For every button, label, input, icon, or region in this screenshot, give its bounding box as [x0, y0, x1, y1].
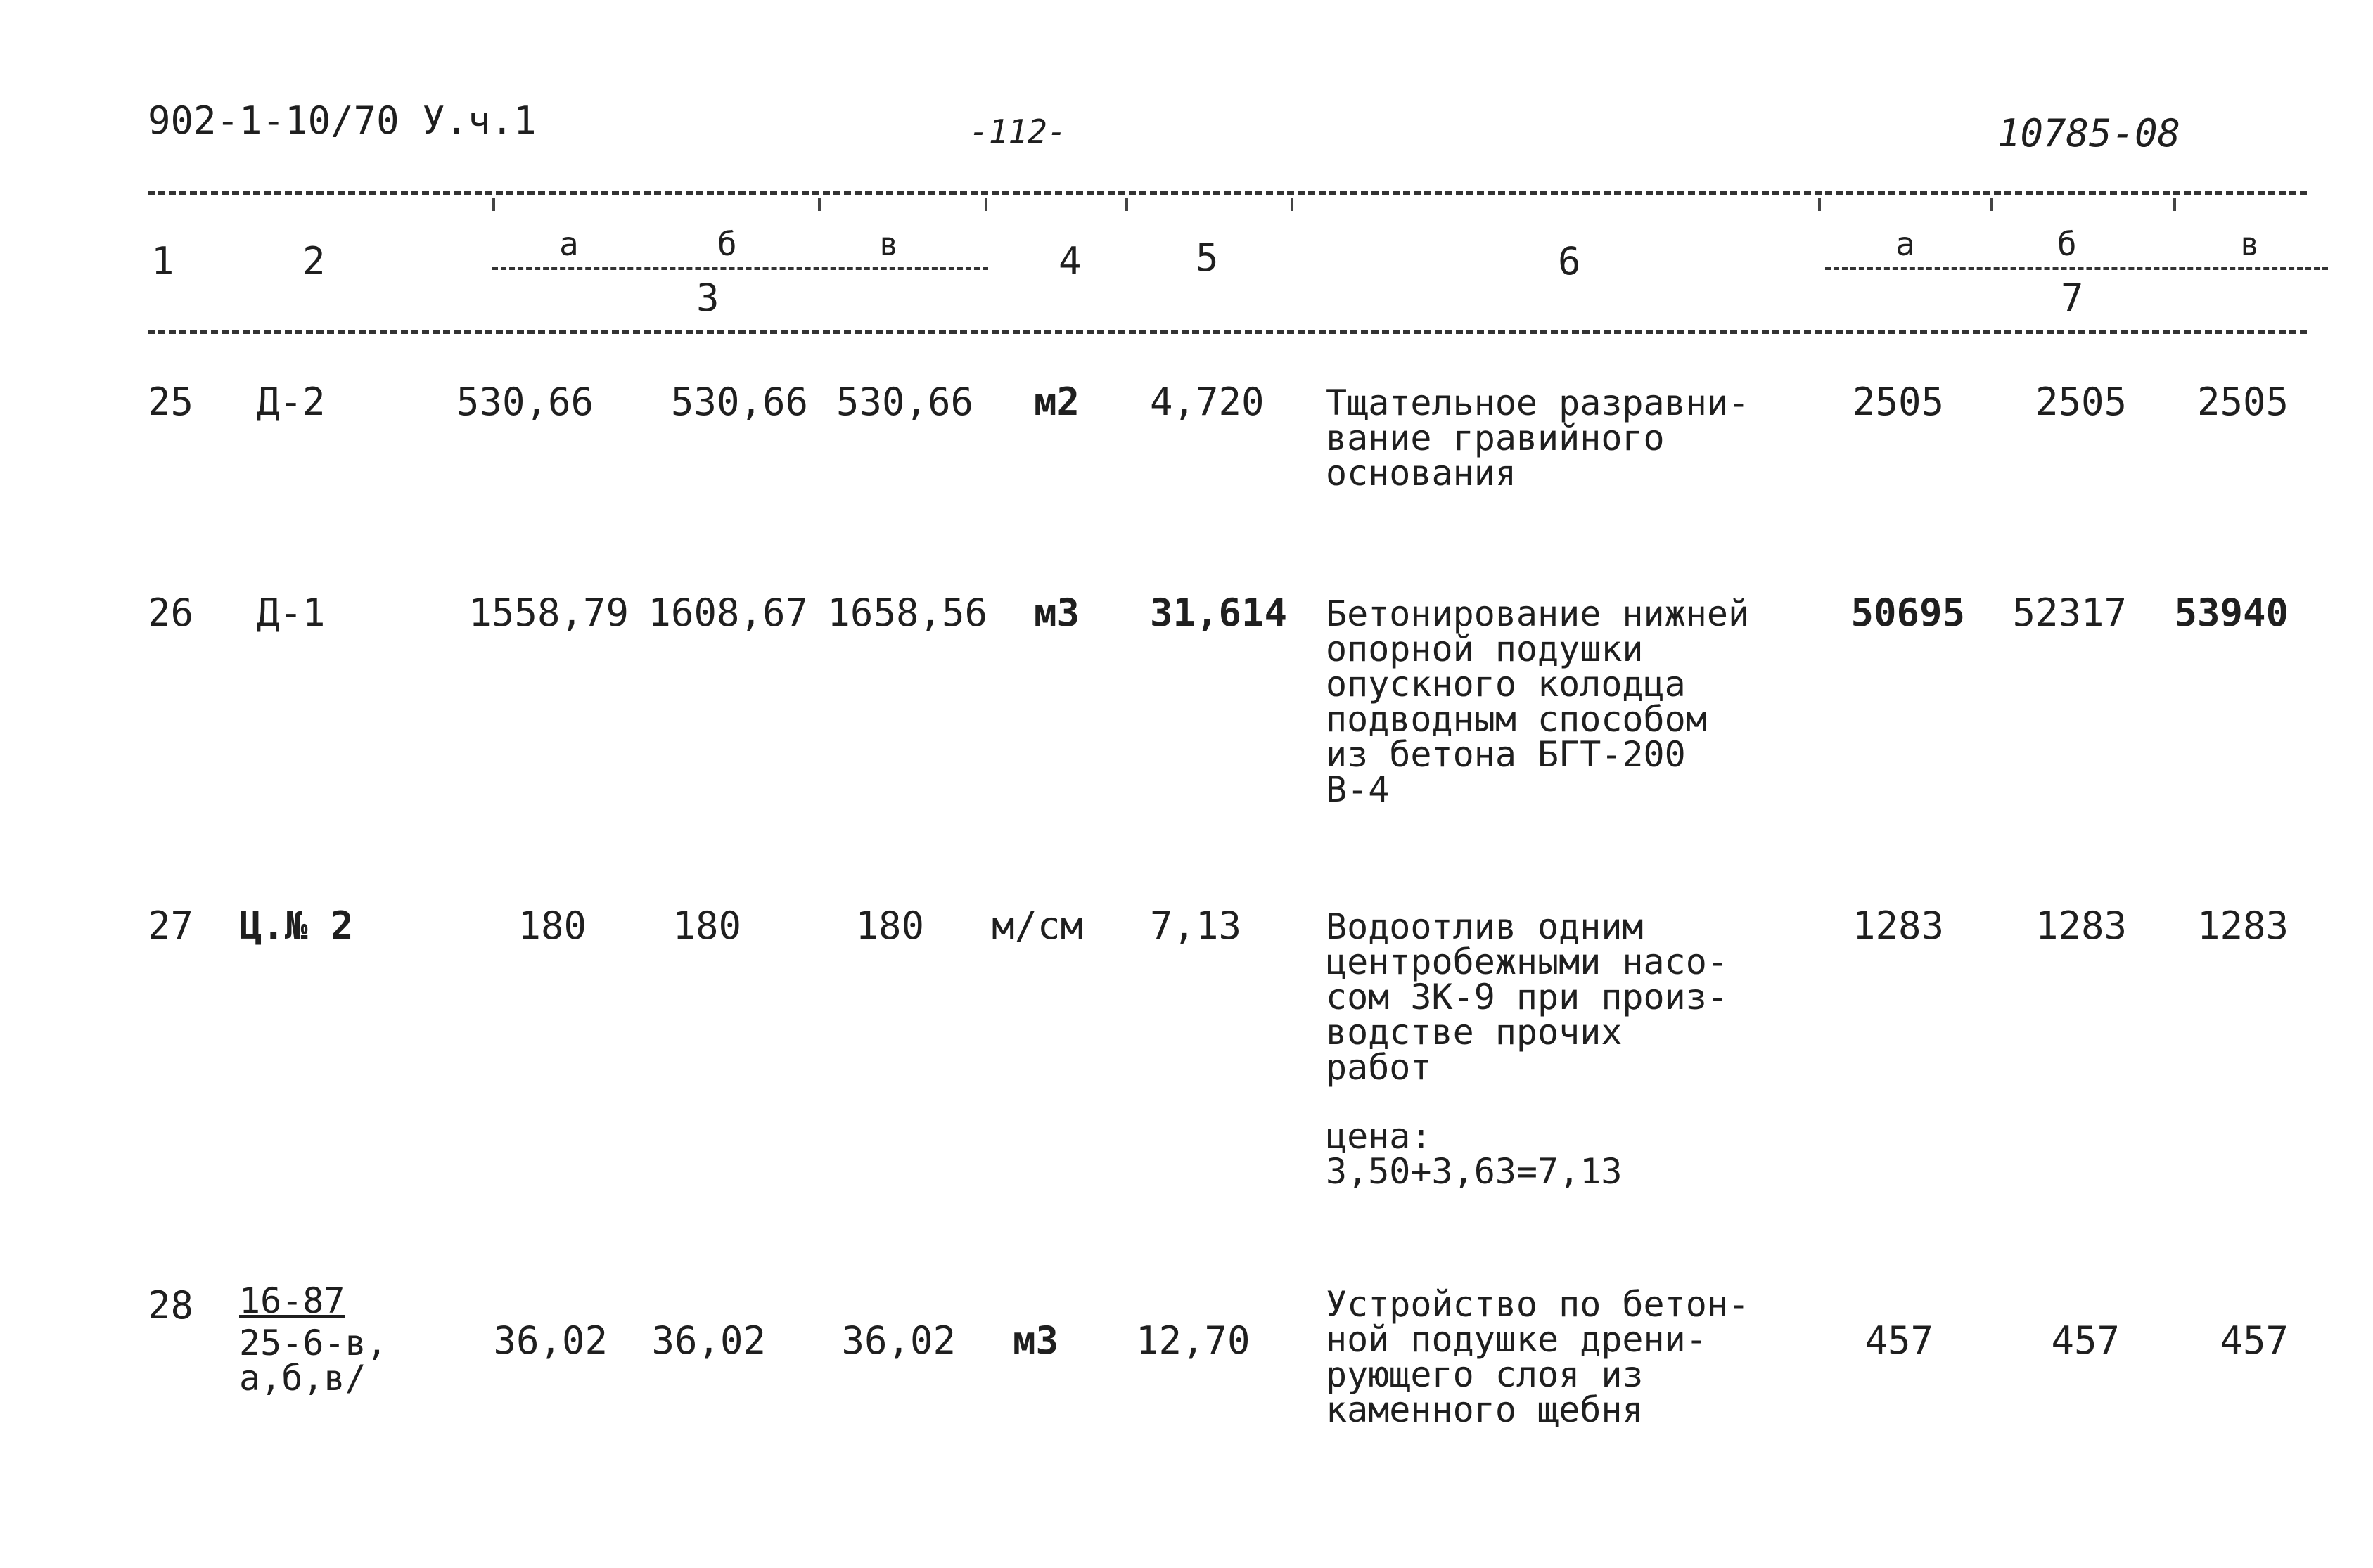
cost-a: 1283 — [1852, 904, 1944, 948]
qty-c: 1658,56 — [827, 591, 987, 635]
unit-price: 31,614 — [1150, 591, 1288, 635]
column-tick — [1125, 198, 1128, 211]
column-header-3a: а — [559, 225, 579, 263]
unit-price: 4,720 — [1150, 380, 1265, 424]
unit: м3 — [1013, 1318, 1059, 1363]
cost-c: 1283 — [2196, 904, 2289, 948]
description-line: подводным способом — [1326, 699, 1707, 740]
table-header-rule — [148, 330, 2307, 334]
qty-a: 36,02 — [493, 1318, 608, 1363]
column-header-1: 1 — [151, 239, 174, 283]
row-number: 27 — [148, 904, 194, 948]
unit: м/см — [992, 904, 1084, 948]
row-code: Д-2 — [257, 380, 326, 424]
column-7-subrule — [1825, 267, 2328, 270]
cost-a: 457 — [1865, 1318, 1933, 1363]
column-header-7c: в — [2240, 225, 2260, 263]
document-number: 10785-08 — [1997, 111, 2181, 155]
unit-price: 12,70 — [1136, 1318, 1251, 1363]
description-line: опускного колодца — [1326, 664, 1686, 705]
qty-a: 180 — [518, 904, 587, 948]
unit: м2 — [1034, 380, 1080, 424]
cost-c: 53940 — [2174, 591, 2289, 635]
description-gap — [1326, 1085, 1728, 1119]
cost-b: 52317 — [2012, 591, 2127, 635]
unit-price: 7,13 — [1150, 904, 1242, 948]
column-header-4: 4 — [1058, 239, 1082, 283]
column-tick — [1990, 198, 1993, 211]
column-header-7b: б — [2057, 225, 2077, 263]
description-line: Водоотлив одним — [1326, 906, 1644, 947]
column-header-7: 7 — [2061, 276, 2084, 320]
column-tick — [818, 198, 821, 211]
column-tick — [1818, 198, 1821, 211]
work-description — [1326, 1284, 1750, 1430]
description-line: вание гравийного — [1326, 418, 1665, 458]
cost-b: 1283 — [2035, 904, 2127, 948]
row-code: Ц.№ 2 — [239, 904, 354, 948]
cost-c: 457 — [2220, 1318, 2289, 1363]
description-line: сом ЗК-9 при произ- — [1326, 977, 1728, 1017]
qty-b: 530,66 — [670, 380, 808, 424]
price-note-formula: 3,50+3,63=7,13 — [1326, 1151, 1623, 1192]
cost-b: 457 — [2051, 1318, 2120, 1363]
qty-a: 530,66 — [456, 380, 594, 424]
description-line: Устройство по бетон- — [1326, 1284, 1750, 1325]
qty-b: 180 — [672, 904, 741, 948]
column-header-3b: б — [717, 225, 737, 263]
qty-a: 1558,79 — [468, 591, 629, 635]
description-line: водстве прочих — [1326, 1012, 1623, 1053]
price-note-label: цена: — [1326, 1116, 1432, 1157]
code-suffix: а,б,в/ — [239, 1358, 366, 1399]
column-tick — [985, 198, 987, 211]
row-code-fraction — [239, 1280, 388, 1399]
description-line: ной подушке дрени- — [1326, 1319, 1707, 1360]
cost-a: 50695 — [1850, 591, 1965, 635]
work-description — [1326, 906, 1728, 1192]
description-line: рующего слоя из — [1326, 1354, 1644, 1395]
code-denominator: 25-6-в, — [239, 1323, 388, 1363]
column-header-6: 6 — [1558, 239, 1581, 283]
page-number: -112- — [969, 113, 1067, 150]
column-3-subrule — [492, 267, 988, 270]
row-number: 26 — [148, 591, 194, 635]
description-line: работ — [1326, 1047, 1432, 1088]
column-tick — [1291, 198, 1293, 211]
qty-b: 1608,67 — [648, 591, 808, 635]
column-tick — [492, 198, 495, 211]
description-line: опорной подушки — [1326, 629, 1644, 669]
description-line: основания — [1326, 453, 1516, 494]
description-line: Бетонирование нижней — [1326, 593, 1750, 634]
column-header-7a: а — [1895, 225, 1915, 263]
code-numerator: 16-87 — [239, 1280, 345, 1321]
description-line: Тщательное разравни- — [1326, 383, 1750, 423]
description-line: центробежными насо- — [1326, 942, 1728, 982]
document-code: 902-1-10/70 У.ч.1 — [148, 98, 537, 143]
qty-c: 36,02 — [841, 1318, 956, 1363]
column-header-3c: в — [879, 225, 899, 263]
unit: м3 — [1034, 591, 1080, 635]
column-tick — [2173, 198, 2176, 211]
qty-c: 180 — [855, 904, 924, 948]
row-number: 28 — [148, 1283, 194, 1328]
description-line: каменного щебня — [1326, 1389, 1644, 1430]
column-header-3: 3 — [696, 276, 719, 320]
cost-a: 2505 — [1852, 380, 1944, 424]
cost-c: 2505 — [2196, 380, 2289, 424]
qty-b: 36,02 — [651, 1318, 766, 1363]
description-line: В-4 — [1326, 769, 1390, 810]
work-description — [1326, 383, 1750, 494]
row-number: 25 — [148, 380, 194, 424]
table-top-rule — [148, 191, 2307, 195]
work-description — [1326, 593, 1750, 810]
qty-c: 530,66 — [836, 380, 973, 424]
description-line: из бетона БГТ-200 — [1326, 734, 1686, 775]
column-header-5: 5 — [1196, 236, 1219, 280]
cost-b: 2505 — [2035, 380, 2127, 424]
row-code: Д-1 — [257, 591, 326, 635]
column-header-2: 2 — [302, 239, 326, 283]
